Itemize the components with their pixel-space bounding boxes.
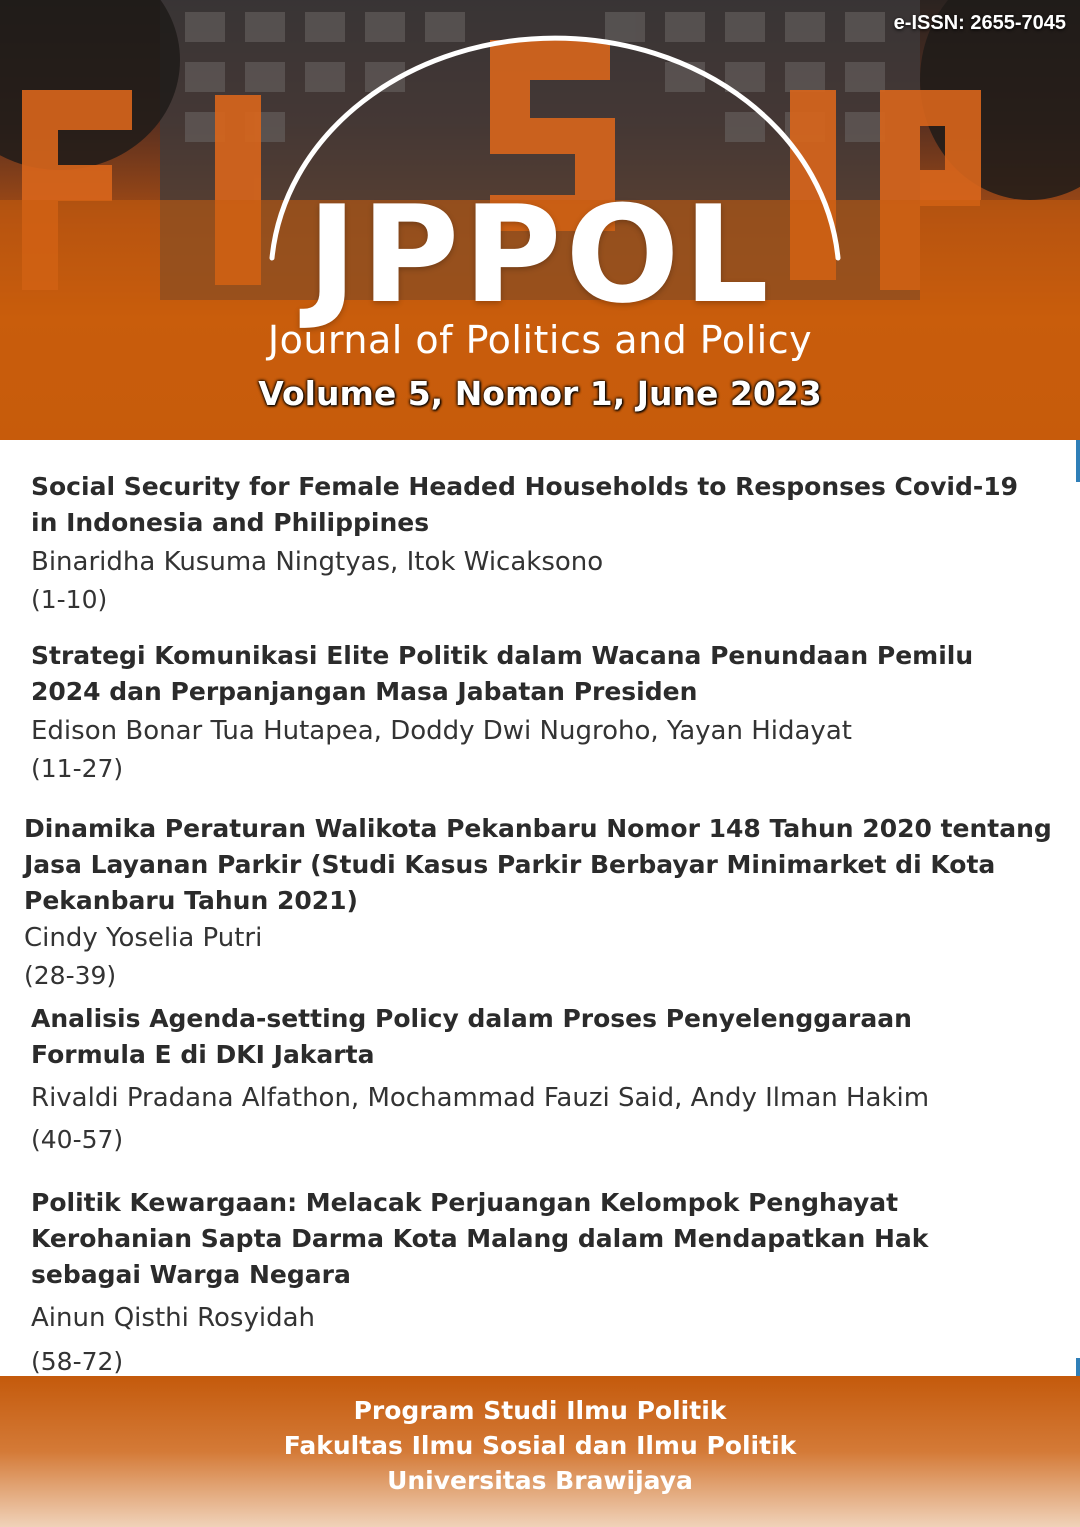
- article-title-line-1[interactable]: Analisis Agenda-setting Policy dalam Proses Penyelenggaraan: [31, 1004, 912, 1033]
- article-authors: Ainun Qisthi Rosyidah: [31, 1303, 315, 1333]
- article-item[interactable]: [31, 469, 1051, 619]
- cover-footer: [0, 1376, 1080, 1527]
- article-authors: Edison Bonar Tua Hutapea, Doddy Dwi Nugroho, Yayan Hidayat: [31, 716, 852, 746]
- footer-university: Universitas Brawijaya: [387, 1466, 693, 1495]
- article-title-line-2[interactable]: Formula E di DKI Jakarta: [31, 1040, 375, 1069]
- article-pages: (40-57): [31, 1125, 124, 1154]
- side-accent-mark: [1076, 440, 1080, 482]
- article-authors: Binaridha Kusuma Ningtyas, Itok Wicaksono: [31, 547, 604, 577]
- article-title[interactable]: Strategi Komunikasi Elite Politik dalam Wacana Penundaan Pemilu 2024 dan Perpanjangan Masa Jabatan Presiden: [31, 641, 974, 706]
- footer-faculty: Fakultas Ilmu Sosial dan Ilmu Politik: [283, 1431, 797, 1460]
- article-title[interactable]: Dinamika Peraturan Walikota Pekanbaru Nomor 148 Tahun 2020 tentang Jasa Layanan Parkir (Studi Kasus Parkir Berbayar Minimarket di Kota Pekanbaru Tahun 2021): [24, 814, 1052, 915]
- article-authors: Rivaldi Pradana Alfathon, Mochammad Fauzi Said, Andy Ilman Hakim: [31, 1083, 930, 1113]
- article-item[interactable]: [31, 638, 1051, 788]
- article-title[interactable]: Social Security for Female Headed Households to Responses Covid-19 in Indonesia and Philippines: [31, 472, 1018, 537]
- journal-logo: JPPOL: [307, 177, 773, 333]
- issn-label: e-ISSN: 2655-7045: [893, 12, 1066, 34]
- footer-program: Program Studi Ilmu Politik: [353, 1396, 727, 1425]
- article-pages: (28-39): [24, 961, 117, 990]
- article-title[interactable]: Politik Kewargaan: Melacak Perjuangan Kelompok Penghayat Kerohanian Sapta Darma Kota Malang dalam Mendapatkan Hak sebagai Warga Negara: [31, 1188, 929, 1289]
- article-authors: Cindy Yoselia Putri: [24, 923, 263, 953]
- article-pages: (1-10): [31, 585, 108, 614]
- article-item[interactable]: [24, 811, 1054, 995]
- journal-subtitle: Journal of Politics and Policy: [267, 318, 813, 362]
- article-pages: (11-27): [31, 754, 124, 783]
- side-accent-mark: [1076, 1358, 1080, 1376]
- article-item[interactable]: [31, 1185, 1041, 1381]
- cover-header: [0, 0, 1080, 440]
- article-pages: (58-72): [31, 1347, 124, 1376]
- article-item[interactable]: [31, 1001, 1051, 1159]
- volume-label: Volume 5, Nomor 1, June 2023: [258, 374, 822, 413]
